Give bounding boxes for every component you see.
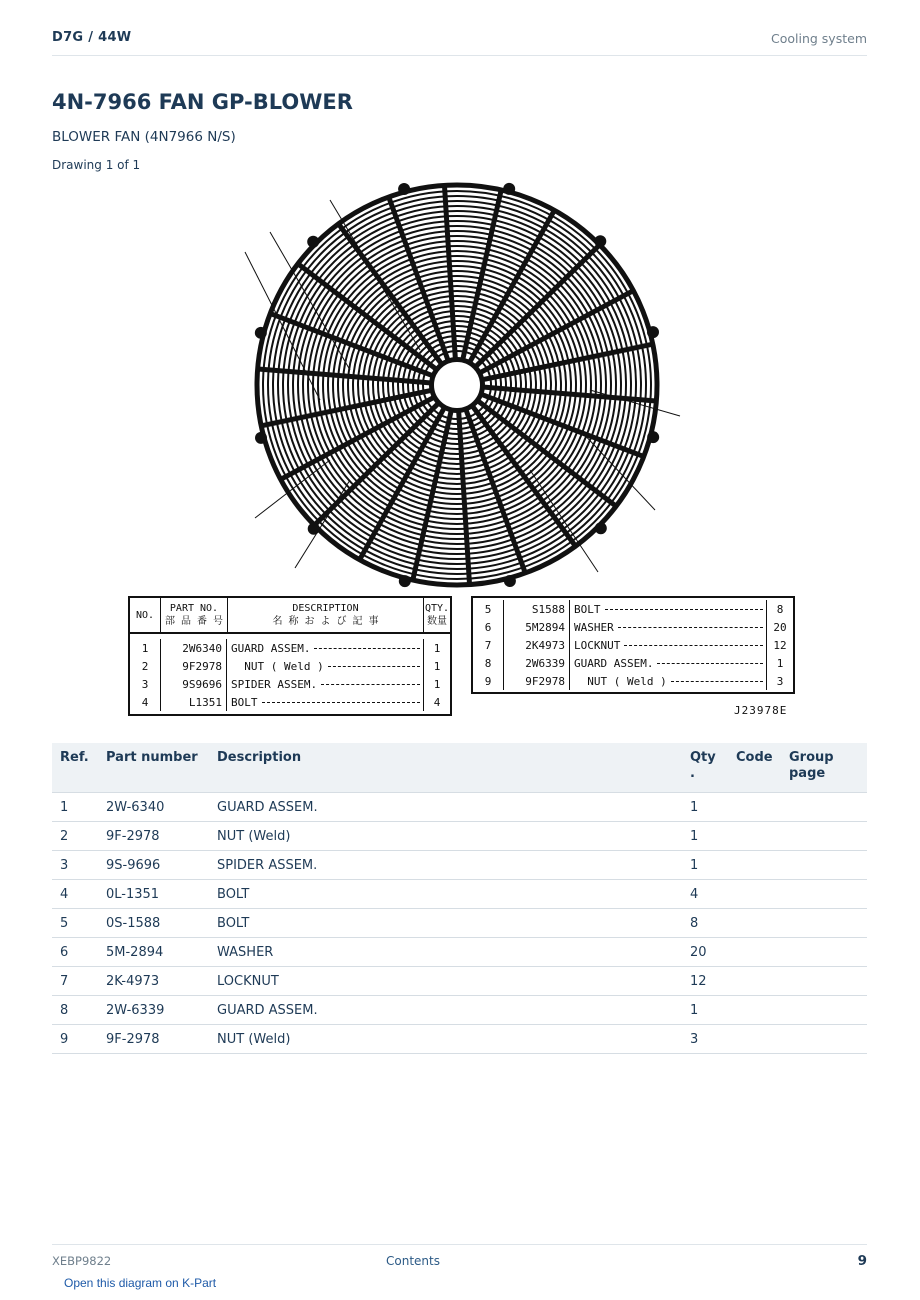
cell-description: LOCKNUT xyxy=(209,967,682,996)
mounting-tab xyxy=(255,432,267,444)
page-number: 9 xyxy=(857,1253,867,1269)
legend-desc: BOLT xyxy=(227,693,424,711)
kpart-link[interactable]: Open this diagram on K-Part xyxy=(64,1276,217,1290)
fan-hub xyxy=(433,361,481,409)
cell-description: NUT (Weld) xyxy=(209,822,682,851)
legend-row xyxy=(130,693,450,711)
contents-link[interactable]: Contents xyxy=(386,1254,440,1268)
legend-left-rows xyxy=(130,634,450,714)
cell-code xyxy=(728,1025,781,1054)
mounting-tab xyxy=(647,431,659,443)
cell-qty: 1 xyxy=(682,793,728,822)
col-qty: Qty . xyxy=(682,743,728,793)
table-row xyxy=(52,851,867,880)
cell-group-page xyxy=(781,909,867,938)
cell-qty: 3 xyxy=(682,1025,728,1054)
col-group-page: Group page xyxy=(781,743,867,793)
cell-part-number: 0L-1351 xyxy=(98,880,209,909)
document-id: XEBP9822 xyxy=(52,1254,112,1268)
legend-no: 9 xyxy=(473,672,504,690)
guard-spoke xyxy=(445,187,456,361)
legend-no: 3 xyxy=(130,675,161,693)
legend-desc: GUARD ASSEM. xyxy=(570,654,767,672)
table-row xyxy=(52,1025,867,1054)
cell-qty: 1 xyxy=(682,996,728,1025)
legend-row xyxy=(130,639,450,657)
legend-row xyxy=(473,600,793,618)
cell-code xyxy=(728,909,781,938)
legend-part: S1588 xyxy=(504,600,570,618)
legend-qty: 4 xyxy=(433,695,441,709)
cell-code xyxy=(728,851,781,880)
page-footer xyxy=(52,1244,867,1275)
legend-qty: 1 xyxy=(433,677,441,691)
legend-part: 9S9696 xyxy=(161,675,227,693)
table-row xyxy=(52,909,867,938)
cell-code xyxy=(728,938,781,967)
cell-qty: 1 xyxy=(682,822,728,851)
cell-code xyxy=(728,967,781,996)
cell-ref: 5 xyxy=(52,909,98,938)
legend-part: 2K4973 xyxy=(504,636,570,654)
cell-code xyxy=(728,822,781,851)
legend-qty: 3 xyxy=(776,674,784,688)
fan-guard-illustration xyxy=(120,180,810,600)
mounting-tab xyxy=(595,522,607,534)
cell-ref: 9 xyxy=(52,1025,98,1054)
mounting-tab xyxy=(398,183,410,195)
cell-qty: 20 xyxy=(682,938,728,967)
cell-ref: 7 xyxy=(52,967,98,996)
cell-group-page xyxy=(781,851,867,880)
legend-row xyxy=(473,654,793,672)
cell-part-number: 0S-1588 xyxy=(98,909,209,938)
col-description: Description xyxy=(209,743,682,793)
cell-ref: 1 xyxy=(52,793,98,822)
legend-no: 6 xyxy=(473,618,504,636)
legend-qty: 20 xyxy=(773,620,787,634)
table-row xyxy=(52,822,867,851)
legend-no: 8 xyxy=(473,654,504,672)
legend-desc: SPIDER ASSEM. xyxy=(227,675,424,693)
legend-qty: 12 xyxy=(773,638,787,652)
cell-ref: 6 xyxy=(52,938,98,967)
mounting-tab xyxy=(308,523,320,535)
cell-description: WASHER xyxy=(209,938,682,967)
mounting-tab xyxy=(307,236,319,248)
cell-description: GUARD ASSEM. xyxy=(209,793,682,822)
mounting-tab xyxy=(647,326,659,338)
table-row xyxy=(52,996,867,1025)
cell-group-page xyxy=(781,822,867,851)
table-row xyxy=(52,880,867,909)
drawing-legend-left xyxy=(128,596,452,716)
legend-header-no: NO. xyxy=(130,598,161,632)
legend-row xyxy=(130,657,450,675)
section-label: Cooling system xyxy=(771,31,867,46)
legend-no: 1 xyxy=(130,639,161,657)
cell-group-page xyxy=(781,967,867,996)
cell-description: NUT (Weld) xyxy=(209,1025,682,1054)
legend-row xyxy=(473,618,793,636)
legend-part: 9F2978 xyxy=(504,672,570,690)
guard-spoke xyxy=(260,369,433,383)
cell-part-number: 2W-6339 xyxy=(98,996,209,1025)
table-row xyxy=(52,967,867,996)
cell-qty: 1 xyxy=(682,851,728,880)
mounting-tab xyxy=(255,327,267,339)
legend-desc: BOLT xyxy=(570,600,767,618)
col-ref: Ref. xyxy=(52,743,98,793)
cell-description: BOLT xyxy=(209,880,682,909)
mounting-tab xyxy=(399,575,411,587)
cell-part-number: 2K-4973 xyxy=(98,967,209,996)
table-row xyxy=(52,793,867,822)
cell-qty: 8 xyxy=(682,909,728,938)
cell-description: BOLT xyxy=(209,909,682,938)
cell-part-number: 9S-9696 xyxy=(98,851,209,880)
legend-header-part: PART NO. 部 品 番 号 xyxy=(161,598,228,632)
legend-part: 2W6339 xyxy=(504,654,570,672)
cell-ref: 4 xyxy=(52,880,98,909)
cell-group-page xyxy=(781,880,867,909)
legend-desc: NUT ( Weld ) xyxy=(227,657,424,675)
legend-qty: 1 xyxy=(433,659,441,673)
cell-group-page xyxy=(781,938,867,967)
parts-table-header xyxy=(52,743,867,793)
legend-row xyxy=(473,672,793,690)
cell-ref: 3 xyxy=(52,851,98,880)
legend-part: 2W6340 xyxy=(161,639,227,657)
legend-desc: WASHER xyxy=(570,618,767,636)
cell-description: SPIDER ASSEM. xyxy=(209,851,682,880)
cell-part-number: 9F-2978 xyxy=(98,822,209,851)
col-part-number: Part number xyxy=(98,743,209,793)
cell-part-number: 9F-2978 xyxy=(98,1025,209,1054)
legend-desc: LOCKNUT xyxy=(570,636,767,654)
legend-no: 4 xyxy=(130,693,161,711)
legend-qty: 8 xyxy=(776,602,784,616)
legend-part: 5M2894 xyxy=(504,618,570,636)
legend-header-qty: QTY. 数量 xyxy=(424,603,450,627)
mounting-tab xyxy=(503,183,515,195)
table-row xyxy=(52,938,867,967)
cell-code xyxy=(728,793,781,822)
drawing-count: Drawing 1 of 1 xyxy=(52,158,141,172)
legend-right-rows xyxy=(473,598,793,692)
guard-spoke xyxy=(481,387,654,401)
legend-qty: 1 xyxy=(433,641,441,655)
cell-qty: 4 xyxy=(682,880,728,909)
cell-ref: 2 xyxy=(52,822,98,851)
model-label: D7G / 44W xyxy=(52,30,132,45)
legend-no: 5 xyxy=(473,600,504,618)
legend-desc: NUT ( Weld ) xyxy=(570,672,767,690)
cell-part-number: 2W-6340 xyxy=(98,793,209,822)
legend-part: 9F2978 xyxy=(161,657,227,675)
legend-no: 2 xyxy=(130,657,161,675)
legend-header-desc: DESCRIPTION 名 称 お よ び 記 事 xyxy=(228,598,424,632)
legend-qty: 1 xyxy=(776,656,784,670)
cell-description: GUARD ASSEM. xyxy=(209,996,682,1025)
drawing-legend-right xyxy=(471,596,795,694)
mounting-tab xyxy=(594,235,606,247)
parts-drawing xyxy=(120,180,810,725)
legend-part: L1351 xyxy=(161,693,227,711)
mounting-tab xyxy=(504,575,516,587)
cell-part-number: 5M-2894 xyxy=(98,938,209,967)
cell-ref: 8 xyxy=(52,996,98,1025)
cell-group-page xyxy=(781,996,867,1025)
cell-group-page xyxy=(781,1025,867,1054)
drawing-legend-header xyxy=(130,598,450,634)
page-header xyxy=(52,28,867,56)
drawing-reference: J23978E xyxy=(734,704,788,717)
legend-row xyxy=(130,675,450,693)
legend-no: 7 xyxy=(473,636,504,654)
col-code: Code xyxy=(728,743,781,793)
legend-desc: GUARD ASSEM. xyxy=(227,639,424,657)
parts-table xyxy=(52,743,867,1054)
cell-code xyxy=(728,996,781,1025)
cell-qty: 12 xyxy=(682,967,728,996)
guard-spoke xyxy=(459,409,470,583)
cell-group-page xyxy=(781,793,867,822)
cell-code xyxy=(728,880,781,909)
legend-row xyxy=(473,636,793,654)
page-subtitle: BLOWER FAN (4N7966 N/S) xyxy=(52,129,236,145)
page-title: 4N-7966 FAN GP-BLOWER xyxy=(52,90,353,114)
